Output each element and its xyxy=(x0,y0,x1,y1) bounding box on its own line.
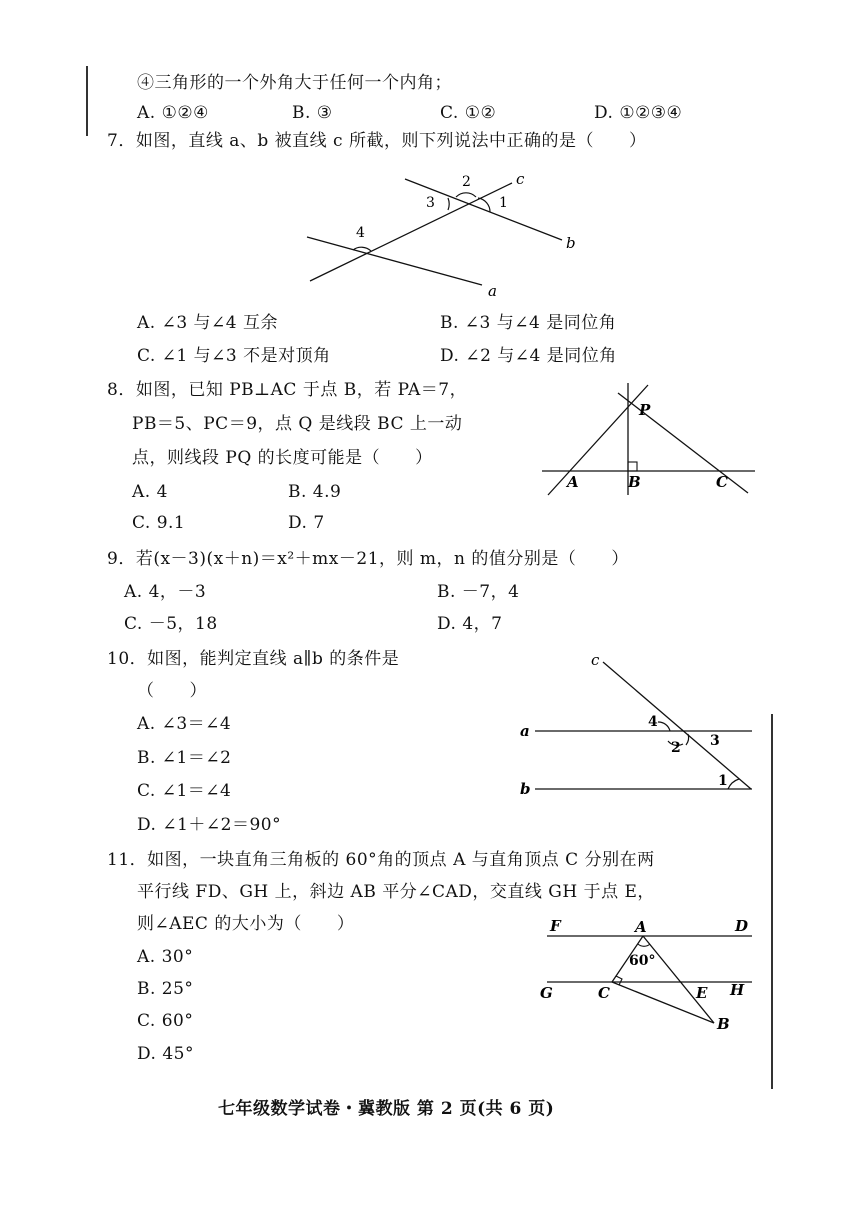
q8-label-C: C xyxy=(716,473,728,491)
q9-option-d: D. 4，7 xyxy=(437,614,503,634)
q11-label-B: B xyxy=(717,1015,730,1033)
q8-option-d: D. 7 xyxy=(288,513,325,533)
q8-stem-line1: 8．如图，已知 PB⊥AC 于点 B，若 PA＝7， xyxy=(107,380,468,400)
q7-label-2: 2 xyxy=(462,174,471,190)
q11-label-E: E xyxy=(696,984,708,1002)
q7-label-b: b xyxy=(566,234,576,252)
q10-label-c: c xyxy=(591,651,600,669)
q10-option-c: C. ∠1＝∠4 xyxy=(137,781,232,801)
q7-label-4: 4 xyxy=(356,225,365,241)
q7-label-a: a xyxy=(488,282,497,300)
q7-label-3: 3 xyxy=(426,195,435,211)
q7-option-b: B. ∠3 与∠4 是同位角 xyxy=(440,313,617,333)
q6-option-c: C. ①② xyxy=(440,103,497,123)
q8-option-c: C. 9.1 xyxy=(132,513,186,533)
q10-label-a: a xyxy=(520,722,530,740)
q10-label-4: 4 xyxy=(648,714,658,730)
q10-label-1: 1 xyxy=(718,773,728,789)
q8-option-a: A. 4 xyxy=(132,482,168,502)
q8-label-B: B xyxy=(628,473,641,491)
q11-stem-line2: 平行线 FD、GH 上，斜边 AB 平分∠CAD，交直线 GH 于点 E， xyxy=(137,882,655,902)
q8-label-A: A xyxy=(567,473,579,491)
q8-label-P: P xyxy=(639,401,651,419)
q10-option-a: A. ∠3＝∠4 xyxy=(137,714,232,734)
q11-stem-line3: 则∠AEC 的大小为（ ） xyxy=(137,914,355,934)
q11-option-d: D. 45° xyxy=(137,1044,194,1064)
q10-label-3: 3 xyxy=(710,733,720,749)
q11-option-a: A. 30° xyxy=(137,947,194,967)
q6-item4: ④三角形的一个外角大于任何一个内角； xyxy=(137,73,452,93)
q7-option-a: A. ∠3 与∠4 互余 xyxy=(137,313,279,333)
page-footer: 七年级数学试卷・冀教版 第 2 页(共 6 页) xyxy=(218,1099,555,1119)
q10-option-b: B. ∠1＝∠2 xyxy=(137,748,232,768)
q10-stem-line2: （ ） xyxy=(137,681,207,701)
q8-option-b: B. 4.9 xyxy=(288,482,342,502)
q7-option-c: C. ∠1 与∠3 不是对顶角 xyxy=(137,346,331,366)
q11-label-C: C xyxy=(598,984,610,1002)
q7-label-1: 1 xyxy=(499,195,508,211)
q11-option-c: C. 60° xyxy=(137,1011,194,1031)
q6-option-d: D. ①②③④ xyxy=(594,103,683,123)
q9-option-b: B. －7，4 xyxy=(437,582,520,602)
q11-label-F: F xyxy=(550,917,561,935)
q11-stem-line1: 11．如图，一块直角三角板的 60°角的顶点 A 与直角顶点 C 分别在两 xyxy=(107,850,655,870)
q10-label-b: b xyxy=(520,780,531,798)
q9-stem: 9．若(x－3)(x＋n)＝x²＋mx－21，则 m，n 的值分别是（ ） xyxy=(107,549,629,569)
q10-label-2: 2 xyxy=(671,740,681,756)
q11-label-D: D xyxy=(735,917,749,935)
q7-option-d: D. ∠2 与∠4 是同位角 xyxy=(440,346,617,366)
q9-option-a: A. 4，－3 xyxy=(124,582,207,602)
q11-label-60deg: 60° xyxy=(629,953,656,969)
q11-option-b: B. 25° xyxy=(137,979,194,999)
q10-stem-line1: 10．如图，能判定直线 a∥b 的条件是 xyxy=(107,649,400,669)
q11-label-G: G xyxy=(540,984,553,1002)
q10-option-d: D. ∠1＋∠2＝90° xyxy=(137,815,282,835)
q11-label-A: A xyxy=(635,918,647,936)
q7-label-c: c xyxy=(516,170,525,188)
q8-stem-line3: 点，则线段 PQ 的长度可能是（ ） xyxy=(132,448,433,468)
q8-stem-line2: PB＝5、PC＝9，点 Q 是线段 BC 上一动 xyxy=(132,414,463,434)
q6-option-a: A. ①②④ xyxy=(137,103,209,123)
q7-stem: 7．如图，直线 a、b 被直线 c 所截，则下列说法中正确的是（ ） xyxy=(107,131,647,151)
q6-option-b: B. ③ xyxy=(292,103,333,123)
q11-label-H: H xyxy=(730,981,745,999)
q9-option-c: C. －5，18 xyxy=(124,614,218,634)
